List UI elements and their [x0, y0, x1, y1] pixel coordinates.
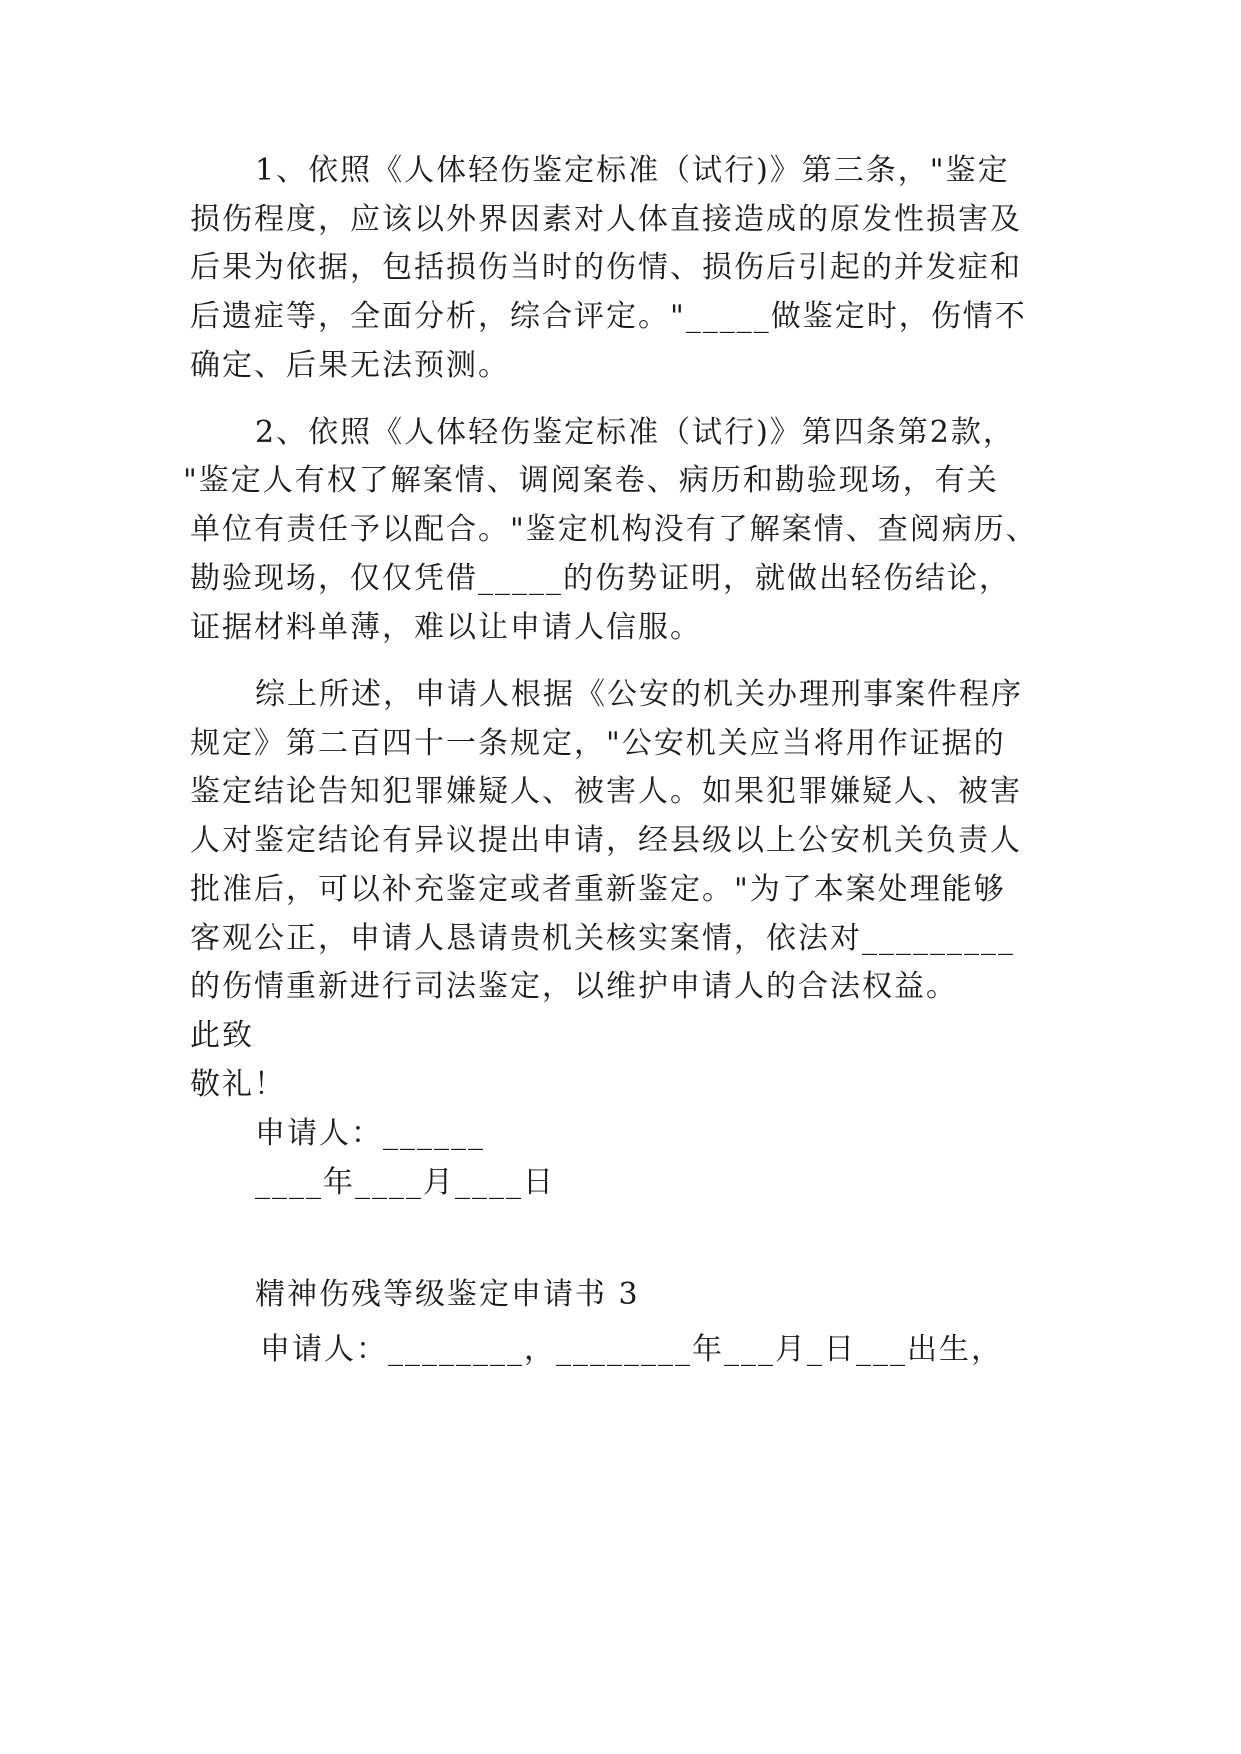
paragraph-1-line-3: 后果为依据，包括损伤当时的伤情、损伤后引起的并发症和 [190, 250, 1022, 285]
paragraph-3-line-4: 人对鉴定结论有异议提出申请，经县级以上公安机关负责人 [190, 823, 1022, 858]
closing-salutation-1: 此致 [190, 1018, 254, 1053]
paragraph-3-line-5: 批准后，可以补充鉴定或者重新鉴定。"为了本案处理能够 [190, 872, 1006, 907]
paragraph-3-line-2: 规定》第二百四十一条规定，"公安机关应当将用作证据的 [190, 726, 1006, 761]
paragraph-2-line-2: "鉴定人有权了解案情、调阅案卷、病历和勘验现场，有关 [183, 463, 999, 498]
applicant-info-line: 申请人：________，________年___月_日___出生， [260, 1332, 1003, 1367]
paragraph-1-line-2: 损伤程度，应该以外界因素对人体直接造成的原发性损害及 [190, 202, 1022, 237]
paragraph-2-line-5: 证据材料单薄，难以让申请人信服。 [190, 610, 702, 645]
paragraph-3-line-1: 综上所述，申请人根据《公安的机关办理刑事案件程序 [255, 677, 1023, 712]
paragraph-2-line-4: 勘验现场，仅仅凭借_____的伤势证明，就做出轻伤结论， [190, 561, 1011, 596]
paragraph-1-line-1: 1、依照《人体轻伤鉴定标准（试行)》第三条，"鉴定 [255, 153, 1010, 188]
applicant-signature-line: 申请人：______ [255, 1116, 485, 1151]
paragraph-1-line-5: 确定、后果无法预测。 [190, 348, 510, 383]
date-line: ____年____月____日 [255, 1165, 555, 1200]
paragraph-3-line-3: 鉴定结论告知犯罪嫌疑人、被害人。如果犯罪嫌疑人、被害 [190, 774, 1022, 809]
paragraph-3-line-6: 客观公正，申请人恳请贵机关核实案情，依法对_________ [190, 921, 1015, 956]
paragraph-2-line-3: 单位有责任予以配合。"鉴定机构没有了解案情、查阅病历、 [190, 512, 1038, 547]
paragraph-1-line-4: 后遗症等，全面分析，综合评定。"_____做鉴定时，伤情不 [190, 299, 1027, 334]
closing-salutation-2: 敬礼！ [190, 1067, 286, 1102]
section-title: 精神伤残等级鉴定申请书 3 [255, 1277, 640, 1312]
paragraph-2-line-1: 2、依照《人体轻伤鉴定标准（试行)》第四条第2款， [255, 415, 1015, 450]
paragraph-3-line-7: 的伤情重新进行司法鉴定，以维护申请人的合法权益。 [190, 969, 958, 1004]
